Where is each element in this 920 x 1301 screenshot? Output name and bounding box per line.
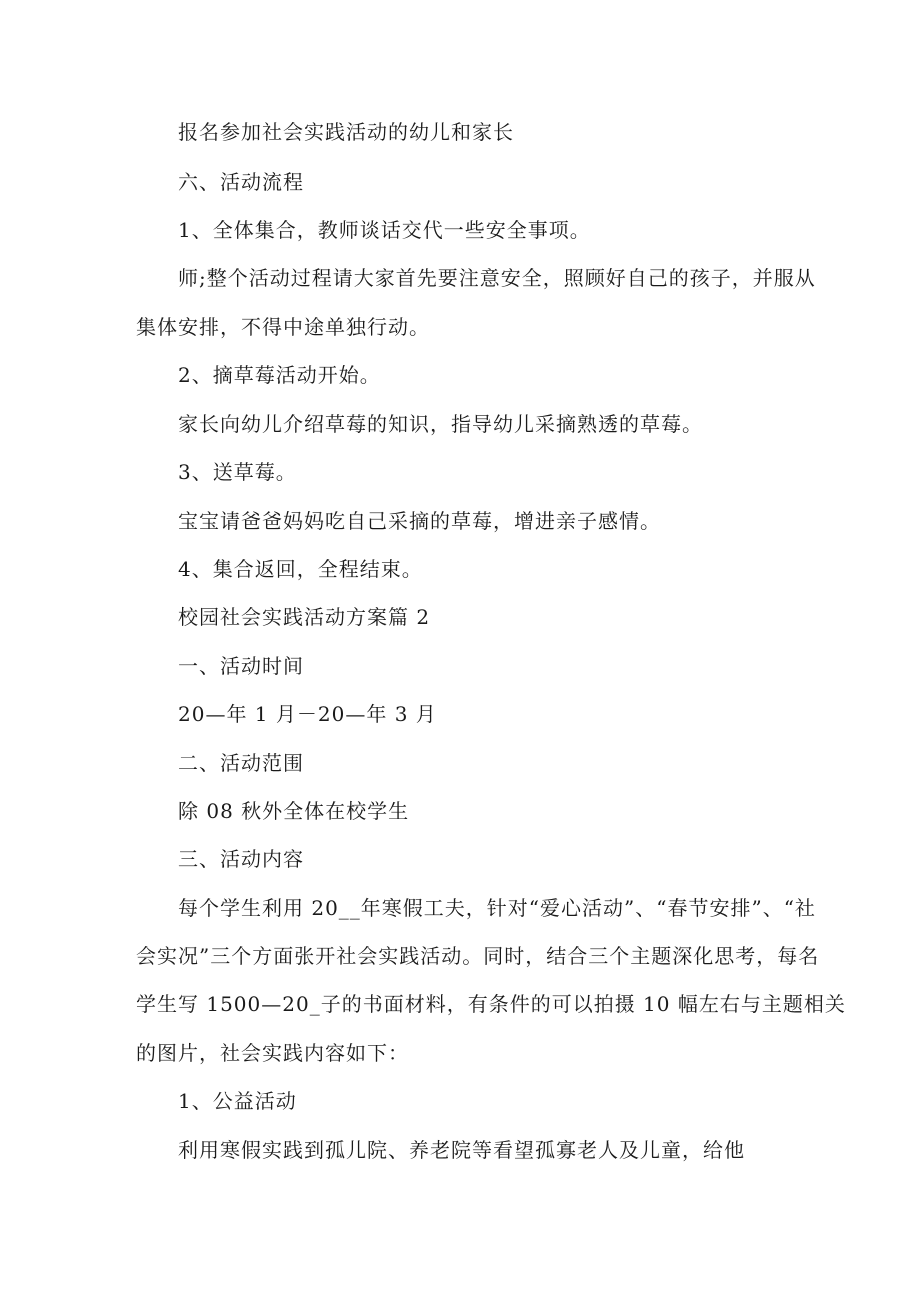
heading-public-welfare: 1、公益活动 — [178, 1089, 297, 1113]
paragraph-step-3: 3、送草莓。 — [178, 460, 297, 484]
paragraph-content-line-4: 的图片，社会实践内容如下： — [136, 1041, 409, 1065]
paragraph-content-line-1: 每个学生利用 20__年寒假工夫，针对“爱心活动”、“春节安排”、“社 — [178, 896, 816, 920]
paragraph-scope: 除 08 秋外全体在校学生 — [178, 799, 410, 823]
heading-activity-content: 三、活动内容 — [178, 847, 304, 871]
paragraph-date-range: 20—年 1 月－20—年 3 月 — [178, 702, 437, 726]
paragraph-content-line-3: 学生写 1500—20_子的书面材料，有条件的可以拍摄 10 幅左右与主题相关 — [136, 992, 846, 1016]
heading-activity-process: 六、活动流程 — [178, 170, 304, 194]
paragraph-step-2: 2、摘草莓活动开始。 — [178, 363, 381, 387]
paragraph-baby-share: 宝宝请爸爸妈妈吃自己采摘的草莓，增进亲子感情。 — [178, 509, 661, 533]
heading-plan-2: 校园社会实践活动方案篇 2 — [178, 605, 431, 629]
paragraph-participants: 报名参加社会实践活动的幼儿和家长 — [178, 120, 514, 144]
heading-activity-time: 一、活动时间 — [178, 654, 304, 678]
heading-activity-scope: 二、活动范围 — [178, 751, 304, 775]
paragraph-teacher-speech-line-1: 师;整个活动过程请大家首先要注意安全，照顾好自己的孩子，并服从 — [178, 266, 816, 290]
paragraph-step-4: 4、集合返回，全程结束。 — [178, 557, 423, 581]
paragraph-parents-guide: 家长向幼儿介绍草莓的知识，指导幼儿采摘熟透的草莓。 — [178, 412, 703, 436]
paragraph-step-1: 1、全体集合，教师谈话交代一些安全事项。 — [178, 218, 591, 242]
paragraph-content-line-2: 会实况”三个方面张开社会实践活动。同时，结合三个主题深化思考，每名 — [136, 944, 820, 968]
paragraph-teacher-speech-line-2: 集体安排，不得中途单独行动。 — [136, 315, 430, 339]
paragraph-welfare-visit: 利用寒假实践到孤儿院、养老院等看望孤寡老人及儿童，给他 — [178, 1138, 745, 1162]
